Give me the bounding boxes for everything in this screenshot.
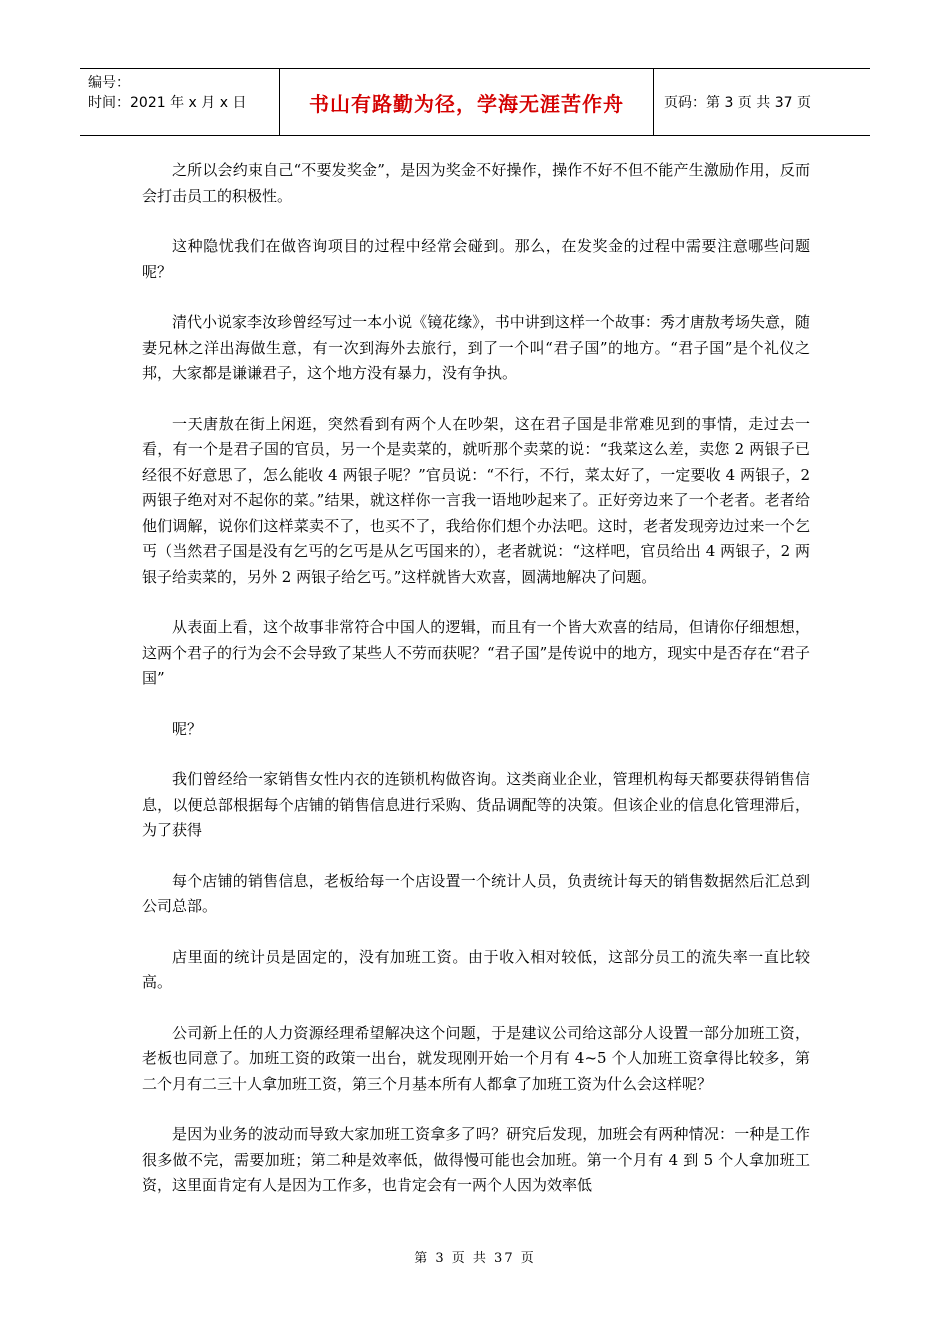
paragraph: 每个店铺的销售信息，老板给每一个店设置一个统计人员，负责统计每天的销售数据然后汇总到公司总部。 <box>142 871 810 915</box>
paragraph: 呢？ <box>172 719 203 738</box>
paragraph: 我们曾经给一家销售女性内衣的连锁机构做咨询。这类商业企业，管理机构每天都要获得销售信息，以便总部根据每个店铺的销售信息进行采购、货品调配等的决策。但该企业的信息化管理滞后，为了获得 <box>142 770 810 839</box>
paragraph: 一天唐敖在街上闲逛，突然看到有两个人在吵架，这在君子国是非常难见到的事情，走过去一看，有一个是君子国的官员，另一个是卖菜的，就听那个卖菜的说：“我菜这么差，卖您 2 两银子已经很不好意思了，怎么能收 4 两银子呢？”官员说：“不行，不行，菜太好了，一定要收 4 两银子，2 两银子绝对对不起你的菜。”结果，就这样你一言我一语地吵起来了。正好旁边来了一个老者。老者给他们调解，说你们这样菜卖不了，也买不了，我给你们想个办法吧。这时，老者发现旁边过来一个乞丐（当然君子国是没有乞丐的乞丐是从乞丐国来的），老者就说：“这样吧，官员给出 4 两银子，2 两银子给卖菜的，另外 2 两银子给乞丐。”这样就皆大欢喜，圆满地解决了问题。 <box>142 414 810 586</box>
paragraph: 之所以会约束自己“不要发奖金”，是因为奖金不好操作，操作不好不但不能产生激励作用，反而会打击员工的积极性。 <box>142 161 810 205</box>
paragraph: 从表面上看，这个故事非常符合中国人的逻辑，而且有一个皆大欢喜的结局，但请你仔细想想，这两个君子的行为会不会导致了某些人不劳而获呢？“君子国”是传说中的地方，现实中是否存在“君子国” <box>142 618 811 687</box>
date-label: 时间：2021 年 x 月 x 日 <box>88 95 247 111</box>
paragraph: 店里面的统计员是固定的，没有加班工资。由于收入相对较低，这部分员工的流失率一直比较高。 <box>142 947 810 991</box>
page-footer: 第 3 页 共 37 页 <box>414 1251 536 1266</box>
paragraph: 清代小说家李汝珍曾经写过一本小说《镜花缘》，书中讲到这样一个故事：秀才唐敖考场失意，随妻兄林之洋出海做生意，有一次到海外去旅行，到了一个叫“君子国”的地方。“君子国”是个礼仪之邦，大家都是谦谦君子，这个地方没有暴力，没有争执。 <box>142 313 810 382</box>
paragraph: 是因为业务的波动而导致大家加班工资拿多了吗？研究后发现，加班会有两种情况：一种是工作很多做不完，需要加班；第二种是效率低，做得慢可能也会加班。第一个月有 4 到 5 个人拿加班工资，这里面肯定有人是因为工作多，也肯定会有一两个人因为效率低 <box>142 1125 810 1194</box>
header-meta <box>80 69 280 135</box>
header-motto: 书山有路勤为径，学海无涯苦作舟 <box>280 69 654 135</box>
page-header <box>80 68 870 136</box>
paragraph: 这种隐忧我们在做咨询项目的过程中经常会碰到。那么，在发奖金的过程中需要注意哪些问题呢？ <box>142 237 810 281</box>
paragraph: 公司新上任的人力资源经理希望解决这个问题，于是建议公司给这部分人设置一部分加班工资，老板也同意了。加班工资的政策一出台，就发现刚开始一个月有 4~5 个人加班工资拿得比较多，第二个月有二三十人拿加班工资，第三个月基本所有人都拿了加班工资为什么会这样呢？ <box>142 1023 810 1093</box>
serial-label: 编号： <box>88 75 130 91</box>
header-page-info: 页码：第 3 页 共 37 页 <box>664 95 811 111</box>
document-body <box>142 158 810 1224</box>
